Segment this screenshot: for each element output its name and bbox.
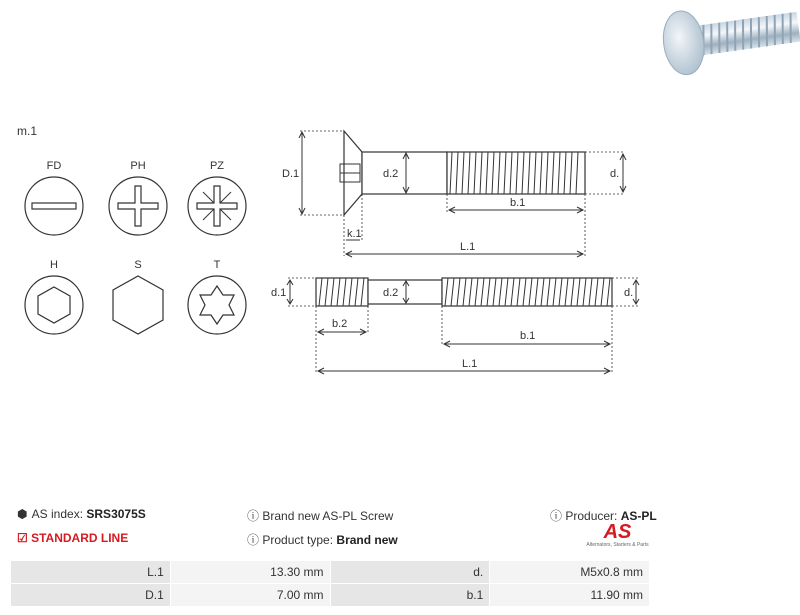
as-index (17, 507, 146, 521)
stud-screw-drawing (270, 270, 650, 380)
table-row (11, 561, 650, 584)
as-index-value: SRS3075S (86, 507, 146, 521)
standard-line-text: STANDARD LINE (31, 531, 129, 545)
head-label-ph: PH (130, 160, 146, 172)
product-type-label: Product type: (262, 533, 334, 547)
svg-text:d.2: d.2 (383, 287, 399, 299)
producer-value: AS-PL (620, 509, 657, 523)
info-icon: ⓘ (247, 533, 260, 547)
logo-tagline: Alternators, Starters & Parts (586, 542, 649, 548)
tag-icon: ⬢ (17, 507, 28, 521)
m-label: m.1 (17, 124, 38, 138)
torx-head-icon (188, 276, 246, 334)
description-text: Brand new AS-PL Screw (262, 509, 394, 523)
spec-value: 7.00 mm (170, 584, 330, 607)
slotted-head-icon (25, 177, 83, 235)
product-photo (655, 0, 800, 80)
table-row (11, 584, 650, 607)
head-label-pz: PZ (209, 160, 225, 172)
svg-text:d.2: d.2 (383, 168, 399, 180)
info-icon: ⓘ (247, 509, 260, 523)
svg-text:b.1: b.1 (510, 197, 526, 209)
as-index-label: AS index: (31, 507, 84, 521)
spec-value: 13.30 mm (170, 561, 330, 584)
spec-value: M5x0.8 mm (490, 561, 650, 584)
product-type-value: Brand new (336, 533, 398, 547)
standard-line-badge (17, 531, 128, 545)
spec-label: L.1 (11, 561, 171, 584)
svg-text:d.: d. (624, 287, 634, 299)
phillips-head-icon (109, 177, 167, 235)
product-description (247, 507, 393, 524)
spec-label: b.1 (330, 584, 490, 607)
product-type (247, 531, 398, 548)
pozidriv-head-icon (188, 177, 246, 235)
hex-socket-head-icon (25, 276, 83, 334)
head-label-s: S (134, 259, 142, 271)
svg-text:b.1: b.1 (520, 330, 536, 342)
countersunk-screw-drawing (270, 120, 650, 270)
svg-text:L.1: L.1 (462, 358, 478, 370)
svg-text:L.1: L.1 (460, 241, 476, 253)
head-label-h: H (50, 259, 58, 271)
svg-text:d.1: d.1 (271, 287, 287, 299)
logo-mark: AS (603, 521, 632, 543)
head-label-fd: FD (46, 160, 62, 172)
specs-table (10, 560, 650, 607)
spec-label: D.1 (11, 584, 171, 607)
head-type-icons (0, 170, 270, 340)
svg-text:D.1: D.1 (282, 168, 300, 180)
info-icon: ⓘ (550, 509, 563, 523)
spec-label: d. (330, 561, 490, 584)
svg-text:k.1: k.1 (347, 228, 362, 240)
producer-label: Producer: (565, 509, 618, 523)
svg-text:d.: d. (610, 168, 620, 180)
spec-value: 11.90 mm (490, 584, 650, 607)
head-label-t: T (213, 259, 221, 271)
checkbox-icon: ☑ (17, 531, 28, 545)
as-pl-logo (585, 522, 650, 548)
hex-head-icon (113, 276, 163, 334)
svg-text:b.2: b.2 (332, 318, 348, 330)
